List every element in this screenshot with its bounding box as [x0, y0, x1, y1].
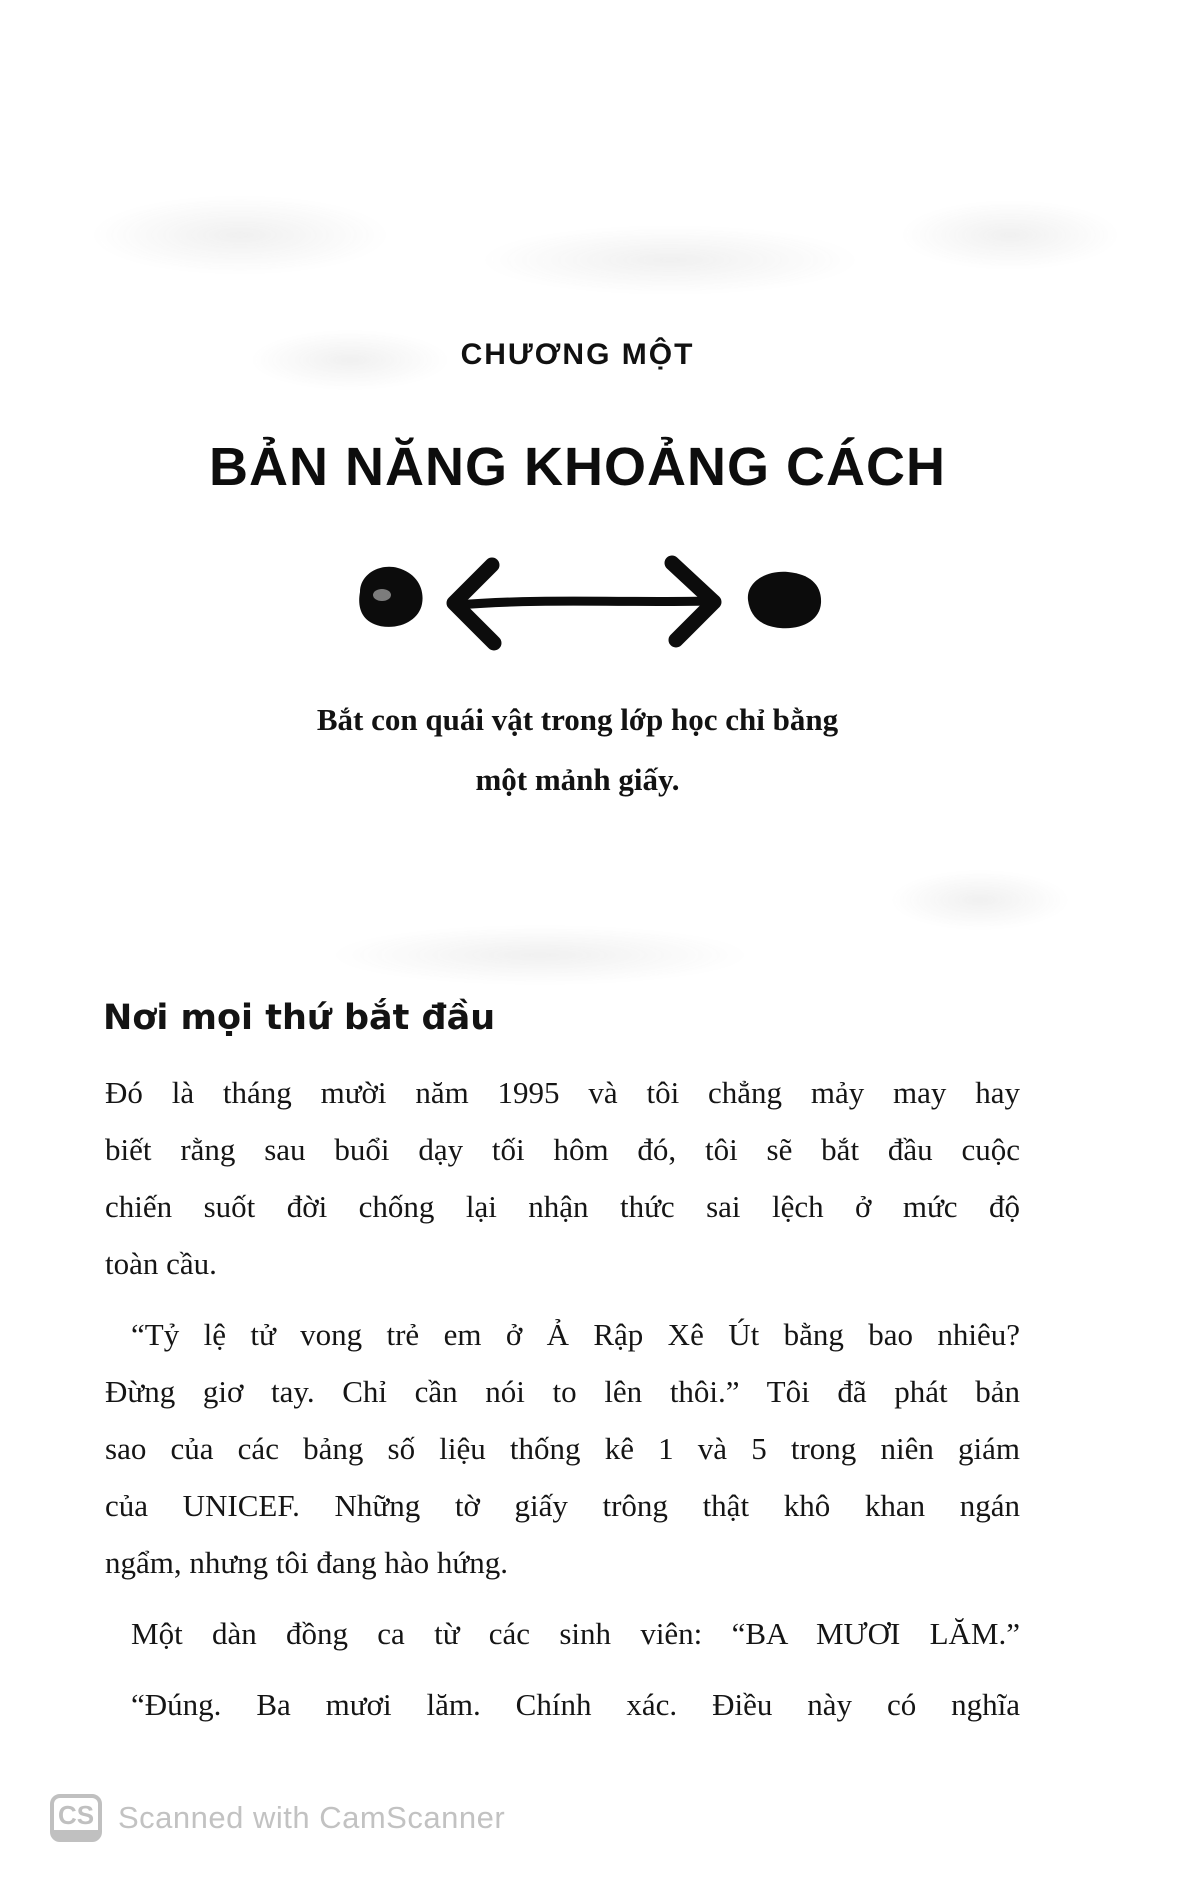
chapter-label: CHƯƠNG MỘT [460, 338, 695, 371]
text-line: Một dàn đồng ca từ các sinh viên: “BA MƯƠI LĂM.” [131, 1616, 1020, 1651]
text-line: của UNICEF. Những tờ giấy trông thật khô khan ngán [105, 1488, 1020, 1523]
epigraph-line: một mảnh giấy. [475, 762, 680, 797]
watermark-text: Scanned with CamScanner [118, 1800, 506, 1835]
text-line: Đó là tháng mười năm 1995 và tôi chẳng mảy may hay [105, 1075, 1020, 1110]
text-line: ngẩm, nhưng tôi đang hào hứng. [105, 1545, 508, 1580]
scan-smudge [890, 870, 1070, 930]
chapter-title: BẢN NĂNG KHOẢNG CÁCH [209, 437, 946, 497]
scan-smudge [90, 195, 390, 275]
right-dot [748, 572, 821, 628]
camscanner-watermark [50, 1794, 505, 1842]
text-line: toàn cầu. [105, 1246, 217, 1281]
scan-smudge [900, 200, 1120, 270]
left-dot-highlight [373, 589, 391, 601]
cs-logo-bar [52, 1830, 100, 1840]
arrow-shaft [458, 601, 708, 605]
two-dots-double-arrow-illustration [330, 550, 830, 655]
text-line: chiến suốt đời chống lại nhận thức sai lệch ở mức độ [105, 1189, 1020, 1224]
body-paragraph [105, 1064, 1020, 1292]
text-line: Đừng giơ tay. Chỉ cần nói to lên thôi.” Tôi đã phát bản [105, 1374, 1020, 1409]
scan-smudge [480, 225, 860, 295]
body-paragraph [105, 1605, 1020, 1662]
text-line: sao của các bảng số liệu thống kê 1 và 5 trong niên giám [105, 1431, 1020, 1466]
camscanner-logo-icon [50, 1794, 102, 1842]
scan-smudge [330, 925, 750, 985]
epigraph-line: Bắt con quái vật trong lớp học chỉ bằng [316, 702, 839, 737]
text-line: “Tỷ lệ tử vong trẻ em ở Ả Rập Xê Út bằng bao nhiêu? [131, 1317, 1020, 1352]
body-text [105, 1064, 1020, 1747]
cs-logo-text: CS [50, 1794, 102, 1842]
text-line: biết rằng sau buổi dạy tối hôm đó, tôi sẽ bắt đầu cuộc [105, 1132, 1020, 1167]
left-dot [359, 567, 422, 627]
epigraph [105, 690, 1050, 810]
body-paragraph [105, 1676, 1020, 1733]
section-heading: Nơi mọi thứ bắt đầu [103, 998, 496, 1038]
body-paragraph [105, 1306, 1020, 1591]
text-line: “Đúng. Ba mươi lăm. Chính xác. Điều này có nghĩa [131, 1687, 1020, 1722]
